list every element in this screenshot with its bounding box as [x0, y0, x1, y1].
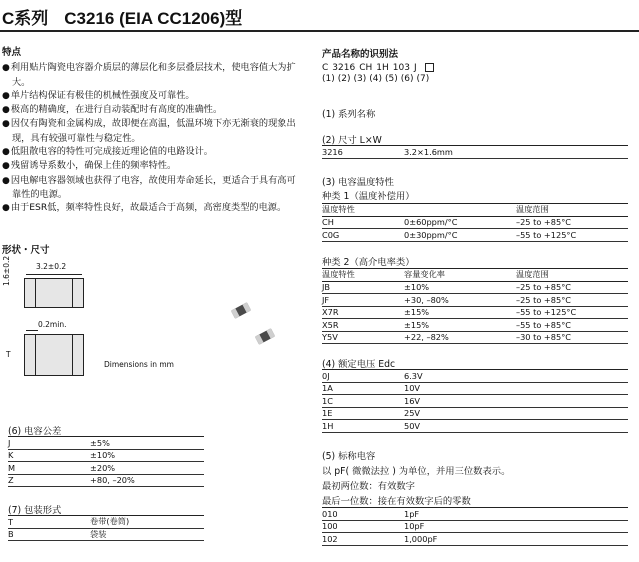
part-code-segment: J: [413, 63, 417, 73]
part-id-section: [322, 46, 434, 84]
table-cell: 10V: [404, 382, 628, 395]
table-header-cell: 温度特性: [322, 204, 404, 217]
table-header-cell: 温度范围: [516, 204, 628, 217]
capacitor-side-view: [24, 334, 84, 376]
capacitor-top-view: [24, 278, 84, 308]
voltage-table: [322, 369, 628, 433]
feature-item: ● 因电解电容器领域也获得了电容，故使用寿命延长，更适合于具有高可靠性的电源。: [2, 174, 302, 202]
table-cell: –55 to +85°C: [516, 319, 628, 332]
capacitance-heading: (5) 标称电容: [322, 451, 376, 462]
table-cell: 0J: [322, 370, 404, 383]
class2-table: [322, 268, 628, 344]
part-code-label: (6): [400, 74, 414, 84]
table-cell: –25 to +85°C: [516, 281, 628, 294]
table-cell: 1,000pF: [404, 533, 628, 546]
table-cell: 3216: [322, 146, 404, 159]
table-cell: 卷带(卷筒): [90, 516, 204, 529]
part-code: [322, 63, 434, 73]
table-row: [322, 533, 628, 546]
table-row: [322, 294, 628, 307]
size-heading: (2) 尺寸 L×W: [322, 135, 382, 146]
table-row: [322, 281, 628, 294]
table-row: [322, 520, 628, 533]
table-row: [8, 516, 204, 529]
feature-item: ● 单片结构保证有极佳的机械性强度及可靠性。: [2, 89, 302, 103]
table-cell: 1C: [322, 395, 404, 408]
title-rule: [0, 30, 639, 32]
table-cell: 1H: [322, 420, 404, 433]
table-header-cell: 容量变化率: [404, 269, 516, 282]
table-row: [322, 216, 628, 229]
feature-item: ● 残留诱导系数小，确保上佳的频率特性。: [2, 159, 302, 173]
table-cell: 010: [322, 508, 404, 521]
dimensions-unit-note: Dimensions in mm: [104, 360, 174, 369]
table-cell: M: [8, 462, 90, 475]
table-cell: 10pF: [404, 520, 628, 533]
size-table: [322, 145, 628, 159]
table-cell: 袋装: [90, 528, 204, 541]
page-title: [2, 4, 242, 29]
part-code-label: (3): [353, 74, 367, 84]
table-cell: +80, –20%: [90, 474, 204, 487]
feature-item: ● 低阻散电容的特性可完成接近理论值的电路设计。: [2, 145, 302, 159]
part-id-heading: 产品名称的识别法: [322, 49, 399, 60]
table-row: [8, 474, 204, 487]
table-cell: ±20%: [90, 462, 204, 475]
table-cell: 50V: [404, 420, 628, 433]
table-cell: T: [8, 516, 90, 529]
table-cell: CH: [322, 216, 404, 229]
table-row: [322, 382, 628, 395]
table-header-cell: 温度范围: [516, 269, 628, 282]
table-header-row: [322, 269, 628, 282]
table-cell: 102: [322, 533, 404, 546]
part-code-segment: CH: [359, 63, 373, 73]
table-cell: –55 to +125°C: [516, 229, 628, 242]
table-header-cell: 温度特性: [322, 269, 404, 282]
part-code-label: (1): [322, 74, 335, 84]
blank-box-icon: [425, 63, 434, 72]
table-header-row: [322, 204, 628, 217]
table-cell: J: [8, 437, 90, 450]
packaging-heading: (7) 包装形式: [8, 505, 62, 516]
table-row: [322, 146, 628, 159]
table-row: [322, 319, 628, 332]
table-cell: –25 to +85°C: [516, 294, 628, 307]
table-cell: C0G: [322, 229, 404, 242]
tolerance-heading: (6) 电容公差: [8, 426, 62, 437]
thickness-dimension: T: [6, 350, 11, 359]
table-row: [322, 331, 628, 344]
packaging-table: [8, 515, 204, 541]
series-name-heading: (1) 系列名称: [322, 109, 376, 120]
table-cell: K: [8, 449, 90, 462]
table-row: [8, 449, 204, 462]
shape-heading: 形状・尺寸: [2, 245, 50, 256]
tolerance-table: [8, 436, 204, 487]
table-cell: ±10%: [404, 281, 516, 294]
part-code-labels: [322, 74, 434, 84]
table-row: [322, 306, 628, 319]
width-dimension: 1.6±0.2: [2, 255, 11, 286]
class1-table: [322, 203, 628, 242]
class2-heading: 种类 2（高介电率类）: [322, 257, 415, 268]
table-cell: X5R: [322, 319, 404, 332]
part-code-label: (5): [385, 74, 398, 84]
part-code-segment: 103: [392, 63, 410, 73]
table-cell: X7R: [322, 306, 404, 319]
table-cell: –30 to +85°C: [516, 331, 628, 344]
table-row: [322, 229, 628, 242]
terminal-dimension: 0.2min.: [38, 320, 67, 329]
table-row: [322, 407, 628, 420]
capacitance-note-1: 以 pF( 微微法拉 ) 为单位，并用三位数表示。: [322, 466, 511, 477]
table-row: [322, 370, 628, 383]
features-heading: 特点: [2, 47, 22, 58]
table-cell: Y5V: [322, 331, 404, 344]
capacitance-note-3: 最后一位数：接在有效数字后的零数: [322, 496, 471, 507]
voltage-heading: (4) 额定电压 Edc: [322, 359, 396, 370]
table-cell: +30, –80%: [404, 294, 516, 307]
table-cell: –25 to +85°C: [516, 216, 628, 229]
table-row: [8, 437, 204, 450]
part-code-segment: C: [322, 63, 329, 73]
part-code-segment: 1H: [376, 63, 389, 73]
table-row: [8, 528, 204, 541]
table-cell: 1pF: [404, 508, 628, 521]
table-header-cell: [404, 204, 516, 217]
table-row: [322, 395, 628, 408]
length-dimension: 3.2±0.2: [36, 262, 67, 271]
table-cell: Z: [8, 474, 90, 487]
table-cell: ±15%: [404, 306, 516, 319]
table-row: [322, 420, 628, 433]
part-code-label: (2): [337, 74, 351, 84]
table-cell: ±15%: [404, 319, 516, 332]
table-cell: ±5%: [90, 437, 204, 450]
model-title: C3216 (EIA CC1206)型: [64, 9, 243, 28]
class1-heading: 种类 1（温度补偿用）: [322, 191, 415, 202]
dimension-drawing: [0, 256, 300, 386]
table-cell: +22, –82%: [404, 331, 516, 344]
table-cell: 100: [322, 520, 404, 533]
table-cell: JB: [322, 281, 404, 294]
table-cell: 1A: [322, 382, 404, 395]
table-row: [8, 462, 204, 475]
part-code-label: (4): [369, 74, 382, 84]
capacitance-table: [322, 507, 628, 546]
table-cell: 0±60ppm/°C: [404, 216, 516, 229]
part-code-label: (7): [416, 74, 430, 84]
temp-char-heading: (3) 电容温度特性: [322, 177, 394, 188]
feature-item: ● 由于ESR低，频率特性良好，故最适合于高频，高密度类型的电源。: [2, 201, 302, 215]
feature-item: ● 利用贴片陶瓷电容器介质层的薄层化和多层叠层技术，使电容值大为扩大。: [2, 61, 302, 89]
table-cell: –55 to +125°C: [516, 306, 628, 319]
table-cell: 16V: [404, 395, 628, 408]
table-cell: 25V: [404, 407, 628, 420]
part-code-segment: 3216: [332, 63, 356, 73]
table-cell: 1E: [322, 407, 404, 420]
table-cell: 0±30ppm/°C: [404, 229, 516, 242]
features-list: [2, 61, 302, 215]
table-cell: 3.2×1.6mm: [404, 146, 628, 159]
table-cell: B: [8, 528, 90, 541]
table-row: [322, 508, 628, 521]
table-cell: JF: [322, 294, 404, 307]
table-cell: 6.3V: [404, 370, 628, 383]
capacitance-note-2: 最初两位数：有效数字: [322, 481, 415, 492]
feature-item: ● 因仅有陶瓷和金属构成，故即便在高温，低温环境下亦无渐衰的现象出现，具有较强可靠性与稳定性。: [2, 117, 302, 145]
feature-item: ● 极高的精确度，在进行自动装配时有高度的准确性。: [2, 103, 302, 117]
series-title: C系列: [2, 9, 49, 28]
table-cell: ±10%: [90, 449, 204, 462]
features-section: [2, 46, 302, 216]
